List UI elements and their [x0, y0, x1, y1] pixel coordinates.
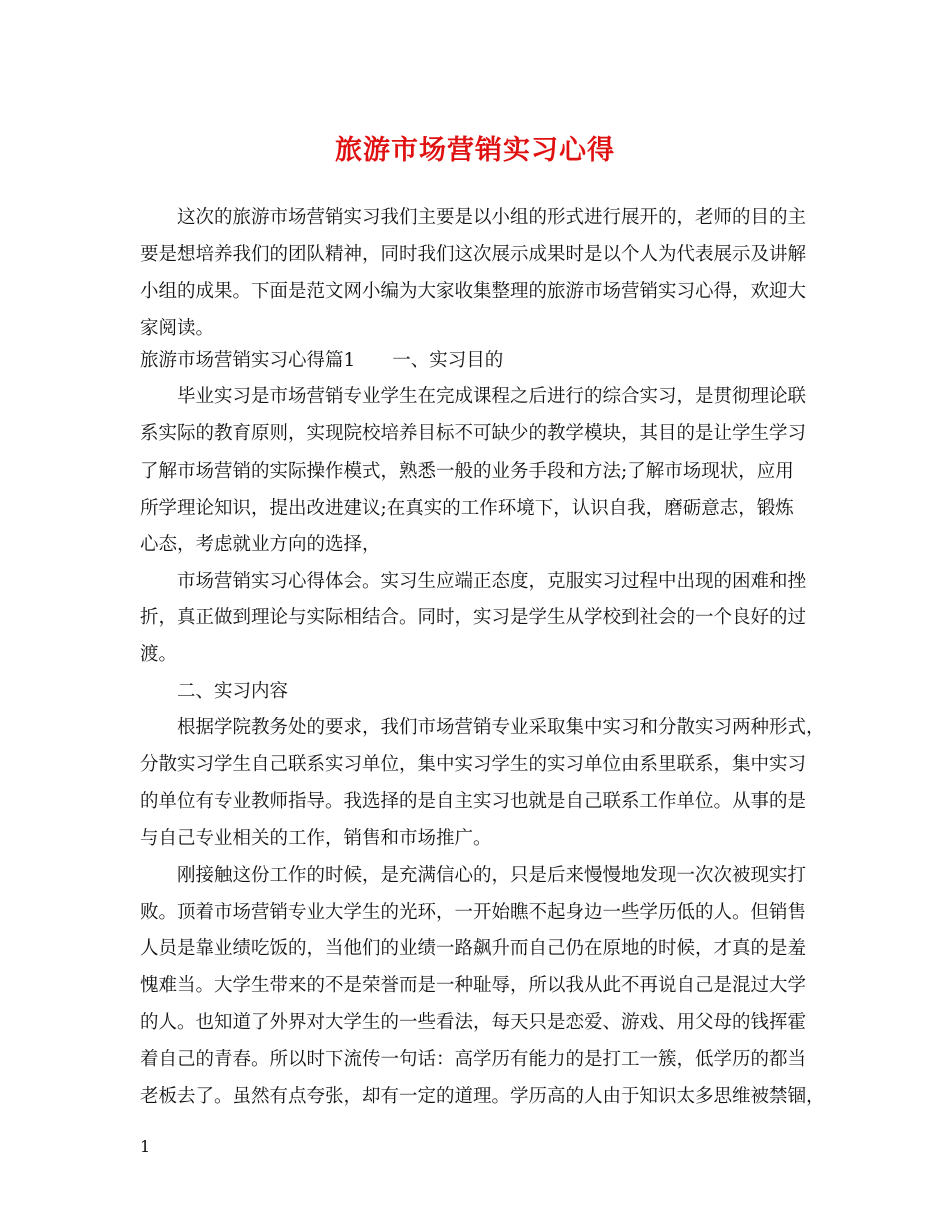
section-heading-line: 旅游市场营销实习心得篇1 一、实习目的 — [140, 350, 504, 371]
body-line: 分散实习学生自己联系实习单位，集中实习学生的实习单位由系里联系，集中实习 — [140, 754, 807, 775]
body-line: 根据学院教务处的要求，我们市场营销专业采取集中实习和分散实习两种形式， — [177, 717, 825, 738]
body-line: 折，真正做到理论与实际相结合。同时，实习是学生从学校到社会的一个良好的过 — [140, 607, 807, 628]
body-line: 渡。 — [140, 644, 178, 665]
body-line: 败。顶着市场营销专业大学生的光环，一开始瞧不起身边一些学历低的人。但销售 — [140, 902, 807, 923]
body-line: 市场营销实习心得体会。实习生应端正态度，克服实习过程中出现的困难和挫 — [177, 571, 807, 592]
body-line: 的人。也知道了外界对大学生的一些看法，每天只是恋爱、游戏、用父母的钱挥霍 — [140, 1012, 807, 1033]
body-line: 着自己的青春。所以时下流传一句话：高学历有能力的是打工一簇，低学历的都当 — [140, 1049, 807, 1070]
section-heading: 二、实习内容 — [177, 681, 289, 702]
body-line: 与自己专业相关的工作，销售和市场推广。 — [140, 828, 492, 849]
body-line: 愧难当。大学生带来的不是荣誉而是一种耻辱，所以我从此不再说自己是混过大学 — [140, 975, 807, 996]
body-line: 家阅读。 — [140, 318, 215, 339]
body-line: 人员是靠业绩吃饭的，当他们的业绩一路飙升而自己仍在原地的时候，才真的是羞 — [140, 938, 807, 959]
page-number: 1 — [140, 1137, 151, 1156]
body-line: 系实际的教育原则，实现院校培养目标不可缺少的教学模块，其目的是让学生学习 — [140, 423, 807, 444]
body-line: 这次的旅游市场营销实习我们主要是以小组的形式进行展开的，老师的目的主 — [177, 207, 807, 228]
body-line: 了解市场营销的实际操作模式，熟悉一般的业务手段和方法;了解市场现状，应用 — [140, 461, 794, 482]
body-line: 毕业实习是市场营销专业学生在完成课程之后进行的综合实习，是贯彻理论联 — [177, 386, 807, 407]
body-line: 所学理论知识，提出改进建议;在真实的工作环境下，认识自我，磨砺意志，锻炼 — [140, 498, 794, 519]
body-line: 心态，考虑就业方向的选择， — [140, 534, 381, 555]
body-line: 的单位有专业教师指导。我选择的是自主实习也就是自己联系工作单位。从事的是 — [140, 791, 807, 812]
body-line: 小组的成果。下面是范文网小编为大家收集整理的旅游市场营销实习心得，欢迎大 — [140, 281, 807, 302]
document-title: 旅游市场营销实习心得 — [335, 135, 615, 166]
body-line: 刚接触这份工作的时候，是充满信心的，只是后来慢慢地发现一次次被现实打 — [177, 865, 807, 886]
body-line: 老板去了。虽然有点夸张，却有一定的道理。学历高的人由于知识太多思维被禁锢， — [140, 1086, 825, 1107]
body-line: 要是想培养我们的团队精神，同时我们这次展示成果时是以个人为代表展示及讲解 — [140, 244, 807, 265]
